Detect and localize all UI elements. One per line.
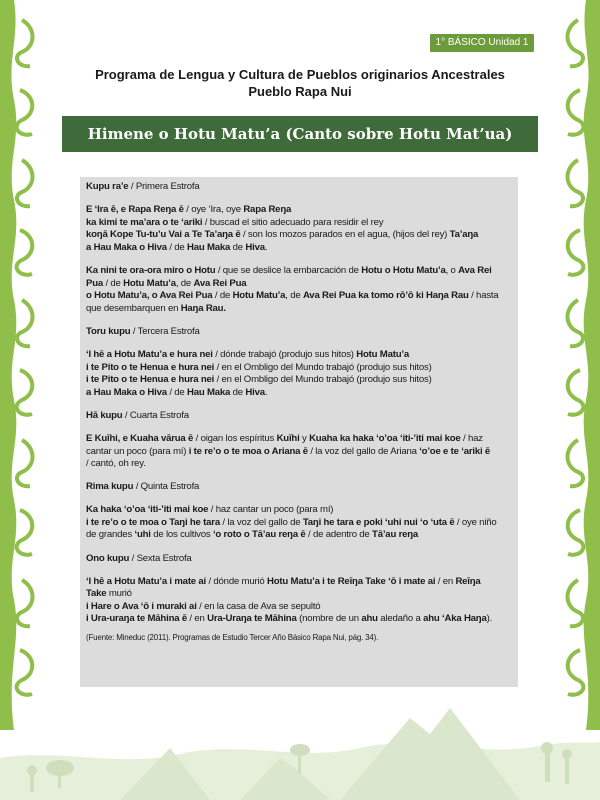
verse-heading-primera: Kupu ra’e / Primera Estrofa — [86, 181, 200, 192]
program-title: Programa de Lengua y Cultura de Pueblos originarios Ancestrales — [95, 67, 505, 82]
verse-primera-b: Ka nini te ora-ora miro o Hotu / que se deslice la embarcación de Hotu o Hotu Matu’a, o Ava Rei Pua / de Hotu Matu’a, de Ava Rei Pua o Hotu Matu’a, o Ava Rei Pua / de Hotu Matu’a, de Ava Rei Pua ka tomo rō’ō ki Haŋa Rau / hasta que desembarquen en Haŋa Rau. — [86, 264, 499, 314]
left-decorative-border — [0, 0, 48, 730]
program-header — [60, 66, 540, 100]
verse-heading-sexta: Ono kupu / Sexta Estrofa — [86, 552, 192, 564]
bottom-landscape-illustration — [0, 688, 600, 800]
lyrics-box — [80, 177, 518, 687]
verse-tercera: ‘I hē a Hotu Matu’a e hura nei / dónde trabajó (produjo sus hitos) Hotu Matu’a i te Pito o te Henua e hura nei / en el Ombligo del Mundo trabajó (produjo sus hitos) i te Pito o te Henua e hura nei / en el Ombligo del Mundo trabajó (produjo sus hitos) a Hau Maka o Hiva / de Hau Maka de Hiva. — [86, 348, 432, 398]
verse-heading-quinta: Rima kupu / Quinta Estrofa — [86, 481, 200, 493]
song-title-bar — [62, 116, 538, 152]
people-title: Pueblo Rapa Nui — [248, 84, 352, 99]
source-citation: (Fuente: Mineduc (2011). Programas de Estudio Tercer Año Básico Rapa Nui, pág. 34). — [86, 633, 379, 643]
right-decorative-border — [552, 0, 600, 730]
verse-cuarta: E Kuīhi, e Kuaha vārua ē / oigan los espíritus Kuīhi y Kuaha ka haka ‘o’oa ‘iti-’iti mai koe / haz cantar un poco (para mí) i te re’o o te moa o Ariana ē / la voz del gallo de Ariana ‘o’oe e te ‘ariki ē / cantó, oh rey. — [86, 432, 491, 470]
verse-heading-cuarta: Hā kupu / Cuarta Estrofa — [86, 409, 189, 421]
verse-heading-tercera: Toru kupu / Tercera Estrofa — [86, 325, 200, 337]
verse-sexta: ‘I hē a Hotu Matu’a i mate ai / dónde murió Hotu Matu’a i te Reīŋa Take ‘ō i mate ai / en Reīŋa Take murió i Hare o Ava ‘ō i muraki ai / en la casa de Ava se sepultó i Ura-uraŋa te Māhina ē / en Ura-Uraŋa te Māhina (nombre de un ahu aledaño a ahu ‘Aka Haŋa). — [86, 575, 493, 625]
verse-primera: E ‘Ira ē, e Rapa Reŋa ē / oye ‘Ira, oye Rapa Reŋa ka kimi te ma’ara o te ‘ariki / buscad el sitio adecuado para residir el rey koŋā Kope Tu-tu’u Vai a Te Ta’aŋa ē / son los mozos parados en el agua, (hijos del rey) Ta’aŋa a Hau Maka o Hiva / de Hau Maka de Hiva. — [86, 204, 479, 253]
verse-quinta: Ka haka ‘o’oa ‘iti-’iti mai koe / haz cantar un poco (para mí) i te re’o o te moa o Taŋi he tara / la voz del gallo de Taŋi he tara e poki ‘uhi nui ‘o ‘uta ē / oye niño de grandes ‘uhi de los cultivos ‘o roto o Tā’au reŋa ē / de adentro de Tā’au reŋa — [86, 504, 497, 541]
song-title: Himene o Hotu Matu’a (Canto sobre Hotu Mat’ua) — [87, 125, 513, 143]
grade-unit-badge: 1° BÁSICO Unidad 1 — [430, 34, 534, 52]
